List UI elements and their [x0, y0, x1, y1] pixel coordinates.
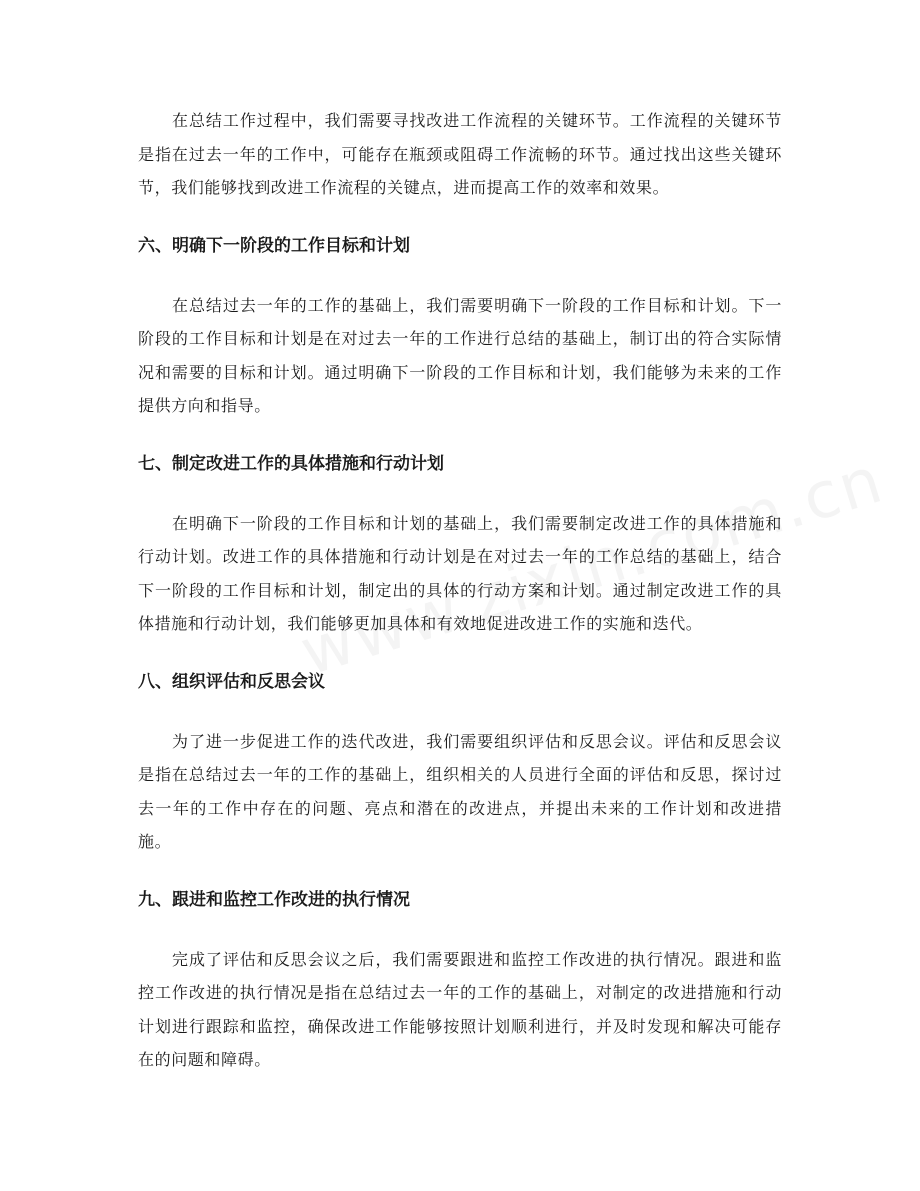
section-heading-6: 六、明确下一阶段的工作目标和计划: [138, 235, 410, 256]
section-body-8: 为了进一步促进工作的迭代改进，我们需要组织评估和反思会议。评估和反思会议是指在总结过去一年的工作的基础上，组织相关的人员进行全面的评估和反思，探讨过去一年的工作中存在的问题、亮点和潜在的改进点，并提出未来的工作计划和改进措施。: [138, 731, 782, 851]
section-heading-8: 八、组织评估和反思会议: [138, 671, 325, 692]
document-body: [138, 104, 782, 1077]
section-heading-7: 七、制定改进工作的具体措施和行动计划: [138, 453, 444, 474]
section-body-6: 在总结过去一年的工作的基础上，我们需要明确下一阶段的工作目标和计划。下一阶段的工作目标和计划是在对过去一年的工作进行总结的基础上，制订出的符合实际情况和需要的目标和计划。通过明确下一阶段的工作目标和计划，我们能够为未来的工作提供方向和指导。: [138, 295, 782, 415]
section-body-9: 完成了评估和反思会议之后，我们需要跟进和监控工作改进的执行情况。跟进和监控工作改进的执行情况是指在总结过去一年的工作的基础上，对制定的改进措施和行动计划进行跟踪和监控，确保改进工作能够按照计划顺利进行，并及时发现和解决可能存在的问题和障碍。: [138, 949, 782, 1069]
section-body-7: 在明确下一阶段的工作目标和计划的基础上，我们需要制定改进工作的具体措施和行动计划。改进工作的具体措施和行动计划是在对过去一年的工作总结的基础上，结合下一阶段的工作目标和计划，制定出的具体的行动方案和计划。通过制定改进工作的具体措施和行动计划，我们能够更加具体和有效地促进改进工作的实施和迭代。: [138, 513, 782, 633]
intro-paragraph: 在总结工作过程中，我们需要寻找改进工作流程的关键环节。工作流程的关键环节是指在过去一年的工作中，可能存在瓶颈或阻碍工作流畅的环节。通过找出这些关键环节，我们能够找到改进工作流程的关键点，进而提高工作的效率和效果。: [138, 111, 782, 197]
section-heading-9: 九、跟进和监控工作改进的执行情况: [138, 889, 410, 910]
